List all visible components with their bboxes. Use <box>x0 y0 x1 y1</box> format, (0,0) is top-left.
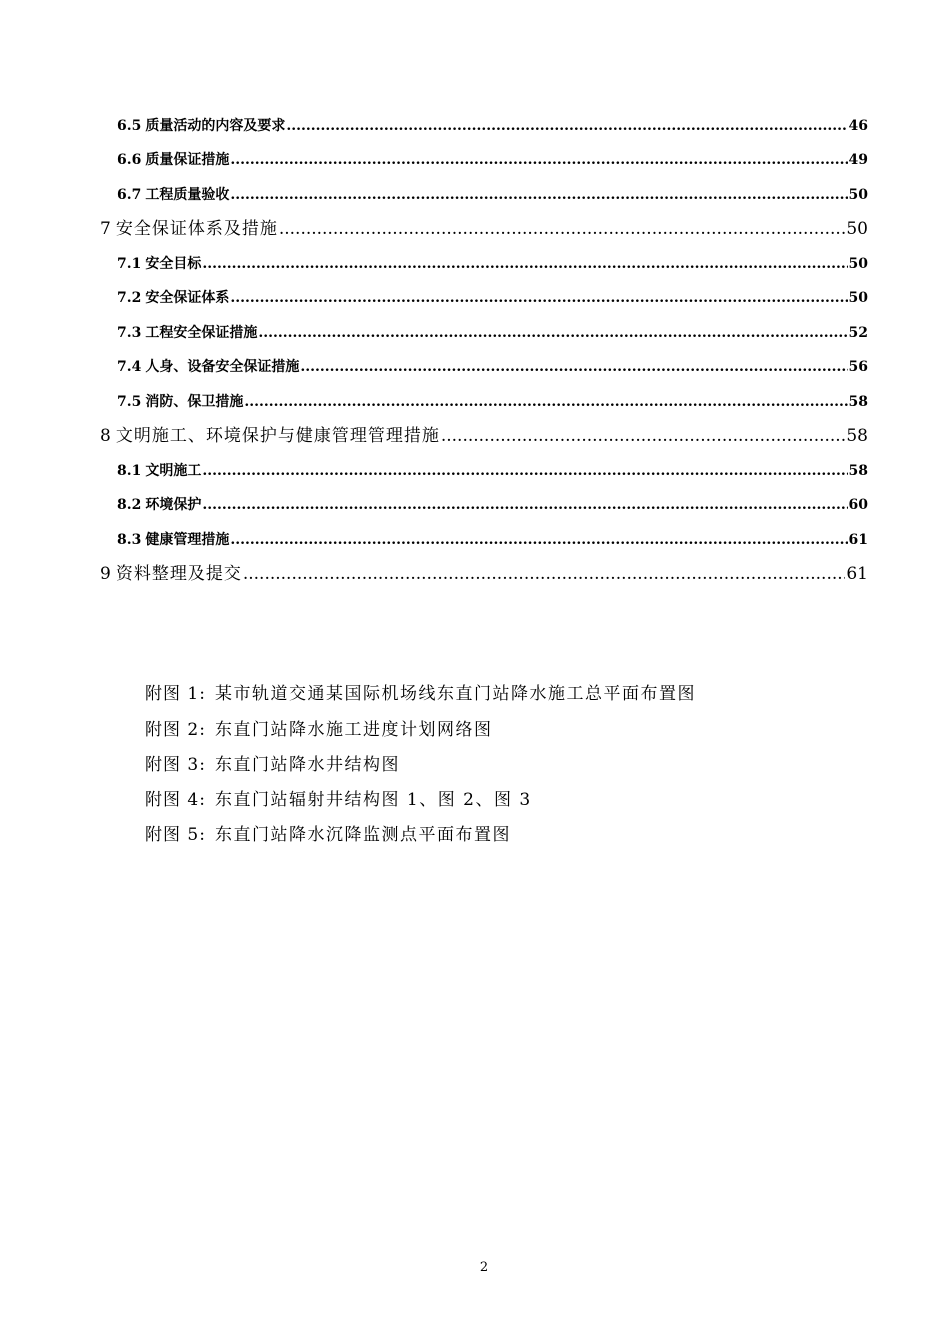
toc-entry-8-1[interactable] <box>117 461 868 481</box>
toc-entry-title: 工程安全保证措施 <box>145 325 258 341</box>
toc-entry-page: 56 <box>848 359 868 375</box>
toc-entry-title: 安全保证体系 <box>145 290 230 306</box>
toc-entry-number: 6.7 <box>117 187 142 203</box>
toc-entry-page: 58 <box>846 426 868 446</box>
toc-entry-page: 52 <box>848 325 868 341</box>
toc-leader-dots <box>258 323 847 343</box>
toc-entry-number: 6.6 <box>117 152 142 168</box>
appendix-item-3 <box>145 753 400 777</box>
appendix-item-5 <box>145 823 511 847</box>
toc-leader-dots <box>202 254 847 274</box>
toc-entry-9[interactable] <box>100 562 868 586</box>
toc-entry-title: 资料整理及提交 <box>115 564 242 584</box>
toc-entry-number: 6.5 <box>117 118 142 134</box>
toc-leader-dots <box>244 392 847 412</box>
toc-leader-dots <box>441 424 846 448</box>
page-number: 2 <box>479 1260 489 1275</box>
toc-entry-number: 7 <box>100 219 112 239</box>
toc-entry-title: 文明施工 <box>145 463 202 479</box>
toc-entry-title: 人身、设备安全保证措施 <box>145 359 300 375</box>
toc-entry-7[interactable] <box>100 217 868 241</box>
toc-entry-8-2[interactable] <box>117 495 868 515</box>
toc-entry-7-4[interactable] <box>117 357 868 377</box>
toc-entry-number: 8.2 <box>117 497 142 513</box>
appendix-text: 东直门站降水井结构图 <box>215 755 400 775</box>
toc-entry-number: 7.5 <box>117 394 142 410</box>
toc-leader-dots <box>300 357 847 377</box>
toc-entry-page: 50 <box>848 187 868 203</box>
toc-entry-page: 60 <box>848 497 868 513</box>
toc-entry-page: 58 <box>848 463 868 479</box>
toc-leader-dots <box>202 461 847 481</box>
toc-entry-7-3[interactable] <box>117 323 868 343</box>
toc-entry-number: 7.1 <box>117 256 142 272</box>
toc-entry-number: 7.3 <box>117 325 142 341</box>
toc-leader-dots <box>279 217 846 241</box>
toc-entry-title: 环境保护 <box>145 497 202 513</box>
appendix-text: 东直门站辐射井结构图 1、图 2、图 3 <box>215 790 532 810</box>
toc-entry-title: 健康管理措施 <box>145 532 230 548</box>
toc-entry-number: 8.1 <box>117 463 142 479</box>
toc-entry-title: 工程质量验收 <box>145 187 230 203</box>
toc-entry-8[interactable] <box>100 424 868 448</box>
toc-entry-page: 49 <box>848 152 868 168</box>
appendix-label: 附图 1: <box>145 684 206 704</box>
toc-entry-7-1[interactable] <box>117 254 868 274</box>
toc-entry-6-5[interactable] <box>117 116 868 136</box>
toc-entry-page: 50 <box>848 256 868 272</box>
toc-entry-number: 7.2 <box>117 290 142 306</box>
toc-leader-dots <box>243 562 846 586</box>
toc-entry-title: 消防、保卫措施 <box>145 394 244 410</box>
toc-entry-page: 61 <box>846 564 868 584</box>
toc-leader-dots <box>230 288 847 308</box>
toc-entry-number: 7.4 <box>117 359 142 375</box>
appendix-text: 东直门站降水施工进度计划网络图 <box>215 720 493 740</box>
toc-leader-dots <box>230 530 847 550</box>
toc-entry-8-3[interactable] <box>117 530 868 550</box>
toc-leader-dots <box>230 185 847 205</box>
toc-entry-page: 50 <box>848 290 868 306</box>
toc-entry-7-2[interactable] <box>117 288 868 308</box>
toc-entry-number: 8 <box>100 426 112 446</box>
toc-entry-6-7[interactable] <box>117 185 868 205</box>
appendix-item-4 <box>145 788 532 812</box>
toc-leader-dots <box>286 116 847 136</box>
appendix-label: 附图 2: <box>145 720 206 740</box>
toc-entry-7-5[interactable] <box>117 392 868 412</box>
toc-entry-title: 安全保证体系及措施 <box>115 219 278 239</box>
toc-entry-page: 61 <box>848 532 868 548</box>
toc-leader-dots <box>202 495 847 515</box>
appendix-text: 某市轨道交通某国际机场线东直门站降水施工总平面布置图 <box>215 684 696 704</box>
toc-entry-page: 46 <box>848 118 868 134</box>
appendix-label: 附图 5: <box>145 825 206 845</box>
toc-entry-number: 8.3 <box>117 532 142 548</box>
toc-entry-title: 安全目标 <box>145 256 202 272</box>
appendix-label: 附图 3: <box>145 755 206 775</box>
toc-entry-number: 9 <box>100 564 112 584</box>
toc-entry-6-6[interactable] <box>117 150 868 170</box>
toc-leader-dots <box>230 150 847 170</box>
appendix-item-1 <box>145 682 696 706</box>
toc-entry-title: 质量活动的内容及要求 <box>145 118 286 134</box>
appendix-text: 东直门站降水沉降监测点平面布置图 <box>215 825 511 845</box>
toc-entry-title: 质量保证措施 <box>145 152 230 168</box>
appendix-item-2 <box>145 718 493 742</box>
toc-entry-title: 文明施工、环境保护与健康管理管理措施 <box>115 426 440 446</box>
toc-entry-page: 50 <box>846 219 868 239</box>
appendix-label: 附图 4: <box>145 790 206 810</box>
toc-entry-page: 58 <box>848 394 868 410</box>
